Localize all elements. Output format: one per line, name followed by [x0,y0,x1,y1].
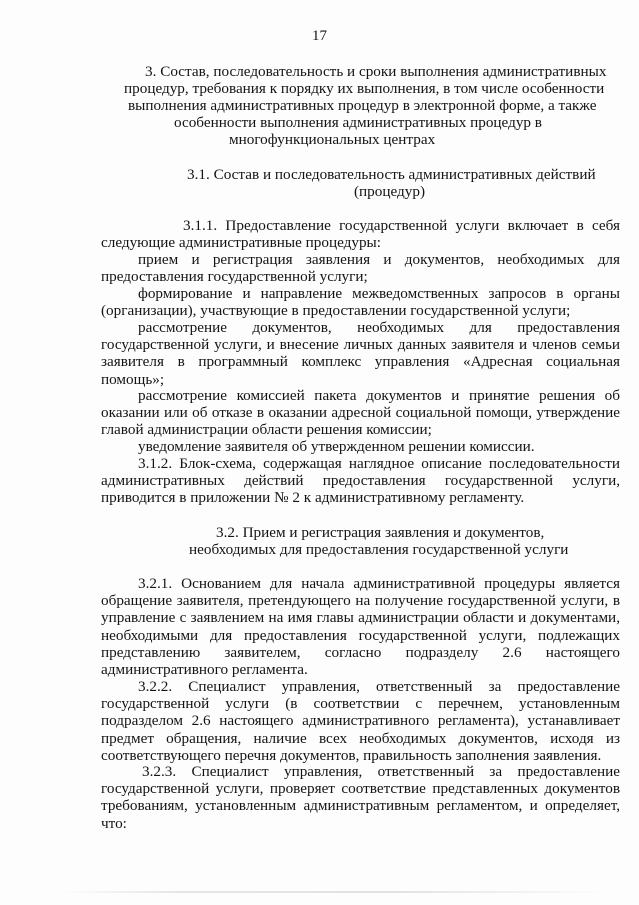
paragraph-continuation: (организации), участвующие в предоставлении государственной услуги; [101,302,571,320]
section-3-title-line-1: 3. Состав, последовательность и сроки выполнения административных [145,63,607,80]
paragraph-first-line: 3.1.1. Предоставление государственной услуги включает в себя [183,217,620,234]
paragraph-first-line: рассмотрение документов, необходимых для предоставления [138,319,620,336]
paragraph-continuation: административных действий предоставления государственной услуги, приводится в приложении № 2 к административному регламенту. [101,472,620,507]
section-3-2-title-line-1: 3.2. Прием и регистрация заявления и документов, [216,524,545,541]
paragraph-3-2-1 [101,575,620,678]
section-3-1-title-line-1: 3.1. Состав и последовательность административных действий [187,166,596,183]
paragraph-continuation: государственной услуги (в соответствии с перечнем, установленным подразделом 2.6 настоящего административного регламента), устанавливает предмет обращения, наличие всех необходимых документов, исходя из соответствующего перечня документов, правильность заполнения заявления. [101,695,620,764]
paragraph-continuation: государственной услуги, проверяет соответствие представленных документов требованиям, установленным административным регламентом, и определяет, что: [101,780,620,832]
section-3-1-title-line-2: (процедур) [354,183,426,200]
paragraph-first-line: 3.1.2. Блок-схема, содержащая наглядное описание последовательности [138,455,620,472]
procedure-item-commission-decision [101,387,620,439]
section-3-2-title-line-2: необходимых для предоставления государственной услуги [189,541,569,558]
paragraph-first-line: прием и регистрация заявления и документов, необходимых для [138,251,620,268]
paragraph-continuation: предоставления государственной услуги; [101,268,368,286]
section-3-title-line-4: особенности выполнения административных процедур в [174,114,542,131]
paragraph-continuation: оказании или об отказе в оказании адресной социальной помощи, утверждение главой администрации области решения комиссии; [101,404,620,439]
paragraph-continuation: обращение заявителя, претендующего на получение государственной услуги, в управление с заявлением на имя главы администрации области и документами, необходимыми для предоставления государственной услуги, подлежащих представлению заявителем, согласно подразделу 2.6 настоящего административного регламента. [101,592,620,679]
paragraph-continuation: государственной услуги, и внесение личных данных заявителя и членов семьи заявителя в программный комплекс управления «Адресная социальная помощь»; [101,336,620,388]
paragraph-3-2-2 [101,678,620,764]
section-3-title-line-2: процедур, требования к порядку их выполнения, в том числе особенности [124,80,605,97]
paragraph-3-1-1 [101,217,620,251]
page-number: 17 [312,28,327,44]
paragraph-first-line: формирование и направление межведомственных запросов в органы [138,285,620,302]
section-3-title-line-3: выполнения административных процедур в электронной форме, а также [128,97,597,114]
paragraph-3-2-3 [101,763,620,832]
paragraph-first-line: уведомление заявителя об утвержденном решении комиссии. [138,438,535,455]
procedure-item-reception [101,251,620,285]
paragraph-first-line: 3.2.2. Специалист управления, ответственный за предоставление [138,678,620,695]
paragraph-3-1-2 [101,455,620,507]
paragraph-continuation: следующие административные процедуры: [101,234,381,252]
section-3-title-line-5: многофункциональных центрах [229,131,436,148]
paragraph-first-line: 3.2.3. Специалист управления, ответственный за предоставление [142,763,620,780]
scan-edge [60,891,609,893]
procedure-item-interagency-requests [101,285,620,319]
paragraph-first-line: рассмотрение комиссией пакета документов и принятие решения об [138,387,620,404]
paragraph-first-line: 3.2.1. Основанием для начала административной процедуры является [138,575,620,592]
procedure-item-notification [101,438,620,455]
procedure-item-review-documents [101,319,620,388]
